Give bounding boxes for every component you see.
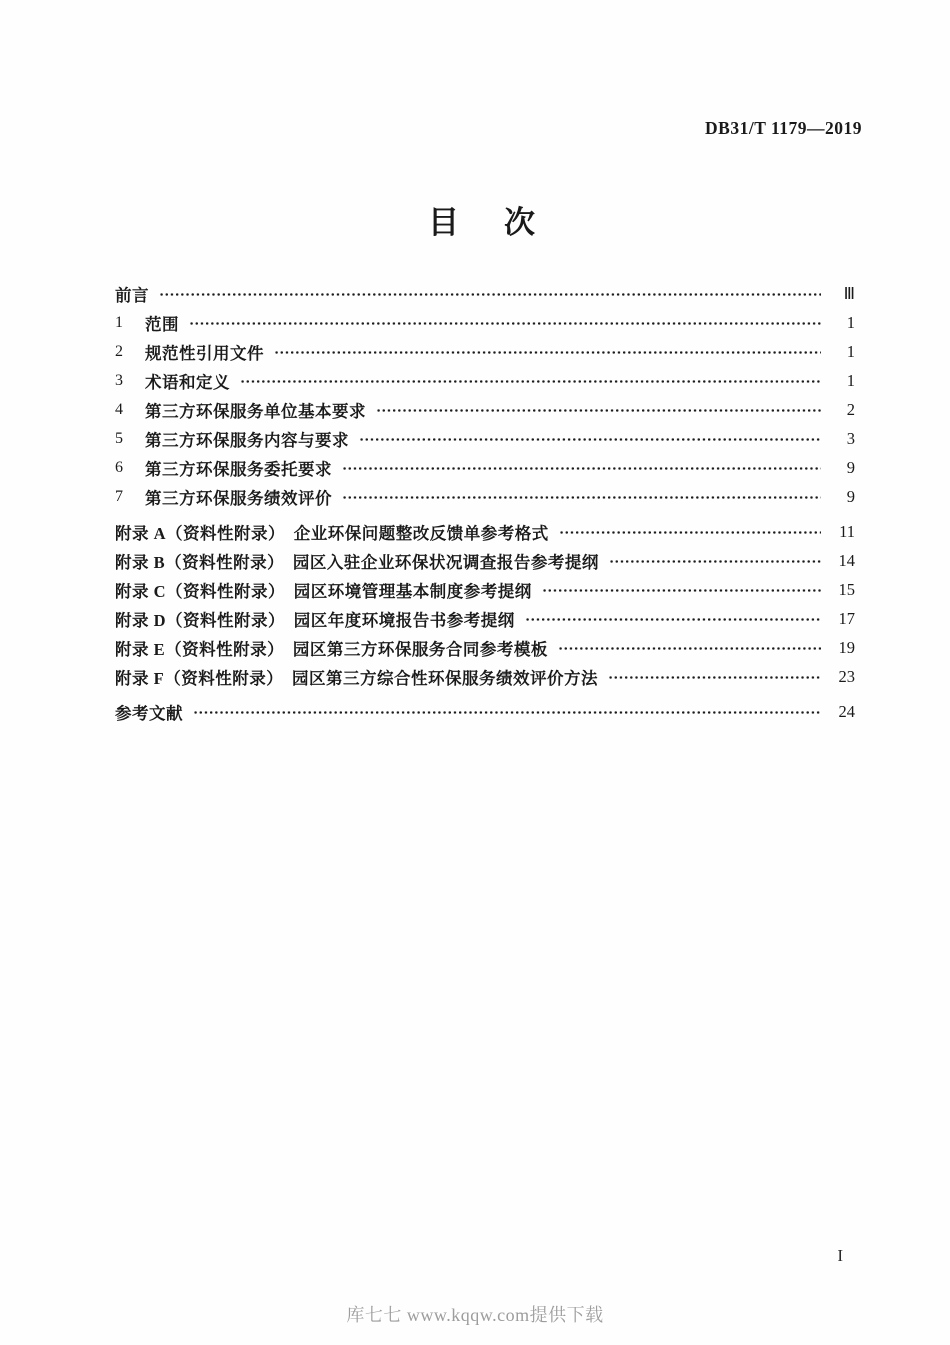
toc-entry: [115, 395, 855, 424]
toc-entry-title: 附录 A（资料性附录） 企业环保问题整改反馈单参考格式: [115, 523, 549, 543]
toc-entry-title: 第三方环保服务委托要求: [145, 459, 332, 479]
toc-entry-page: 14: [838, 550, 855, 570]
toc-entry-title: 附录 C（资料性附录） 园区环境管理基本制度参考提纲: [115, 581, 532, 601]
toc-entry-page: 11: [839, 521, 855, 541]
dotted-leader: [240, 378, 821, 385]
toc-entry-page: 9: [846, 457, 855, 477]
toc-entry-title: 术语和定义: [145, 372, 230, 392]
toc-entry-appendix: [115, 517, 855, 546]
toc-entry-title: 第三方环保服务内容与要求: [145, 430, 349, 450]
dotted-leader: [542, 587, 821, 594]
toc-entry-number: 6: [115, 458, 123, 476]
toc-entry: [115, 308, 855, 337]
toc-entry-page: 24: [838, 701, 855, 721]
dotted-leader: [189, 320, 821, 327]
toc-entry: [115, 366, 855, 395]
toc-entry: [115, 279, 855, 308]
dotted-leader: [376, 407, 821, 414]
table-of-contents: [115, 279, 855, 726]
toc-entry-page: 19: [838, 637, 855, 657]
toc-entry-title: 规范性引用文件: [145, 343, 264, 363]
toc-entry-number: 4: [115, 400, 123, 418]
toc-entry-page: 1: [846, 370, 855, 390]
toc-entry-number: 5: [115, 429, 123, 447]
watermark-text: 库七七 www.kqqw.com提供下载: [346, 1305, 604, 1325]
toc-entry-title: 附录 D（资料性附录） 园区年度环境报告书参考提纲: [115, 610, 515, 630]
toc-entry-title: 附录 F（资料性附录） 园区第三方综合性环保服务绩效评价方法: [115, 668, 598, 688]
toc-entry-page: 3: [846, 428, 855, 448]
page-title: 目 次: [428, 205, 542, 240]
toc-entry-page: 9: [846, 486, 855, 506]
toc-entry: [115, 337, 855, 366]
toc-entry-title: 参考文献: [115, 703, 183, 723]
page-folio-number: I: [837, 1246, 843, 1265]
dotted-leader: [608, 674, 821, 681]
toc-entry-page: 17: [838, 608, 855, 628]
toc-entry-number: 7: [115, 487, 123, 505]
dotted-leader: [193, 709, 821, 716]
toc-entry: [115, 453, 855, 482]
toc-entry-title: 附录 E（资料性附录） 园区第三方环保服务合同参考模板: [115, 639, 548, 659]
toc-entry-appendix: [115, 662, 855, 691]
toc-entry-page: Ⅲ: [843, 283, 855, 303]
toc-entry: [115, 697, 855, 726]
toc-entry-page: 23: [838, 666, 855, 686]
toc-entry: [115, 424, 855, 453]
toc-entry-page: 1: [846, 341, 855, 361]
dotted-leader: [558, 645, 821, 652]
toc-entry-appendix: [115, 575, 855, 604]
toc-entry-page: 15: [838, 579, 855, 599]
dotted-leader: [359, 436, 821, 443]
toc-entry-title: 第三方环保服务单位基本要求: [145, 401, 366, 421]
toc-entry-page: 1: [846, 312, 855, 332]
dotted-leader: [342, 494, 821, 501]
toc-entry-number: 2: [115, 342, 123, 360]
toc-entry-title: 范围: [145, 314, 179, 334]
toc-entry-title: 第三方环保服务绩效评价: [145, 488, 332, 508]
dotted-leader: [159, 291, 821, 298]
dotted-leader: [525, 616, 821, 623]
toc-entry-title: 附录 B（资料性附录） 园区入驻企业环保状况调查报告参考提纲: [115, 552, 599, 572]
toc-entry-appendix: [115, 633, 855, 662]
toc-entry-appendix: [115, 604, 855, 633]
toc-entry-page: 2: [846, 399, 855, 419]
standard-number: DB31/T 1179—2019: [705, 118, 862, 138]
dotted-leader: [609, 558, 821, 565]
toc-entry-number: 3: [115, 371, 123, 389]
toc-entry-number: 1: [115, 313, 123, 331]
dotted-leader: [274, 349, 821, 356]
toc-entry-title: 前言: [115, 285, 149, 305]
toc-entry: [115, 482, 855, 511]
dotted-leader: [559, 529, 821, 536]
toc-entry-appendix: [115, 546, 855, 575]
dotted-leader: [342, 465, 821, 472]
